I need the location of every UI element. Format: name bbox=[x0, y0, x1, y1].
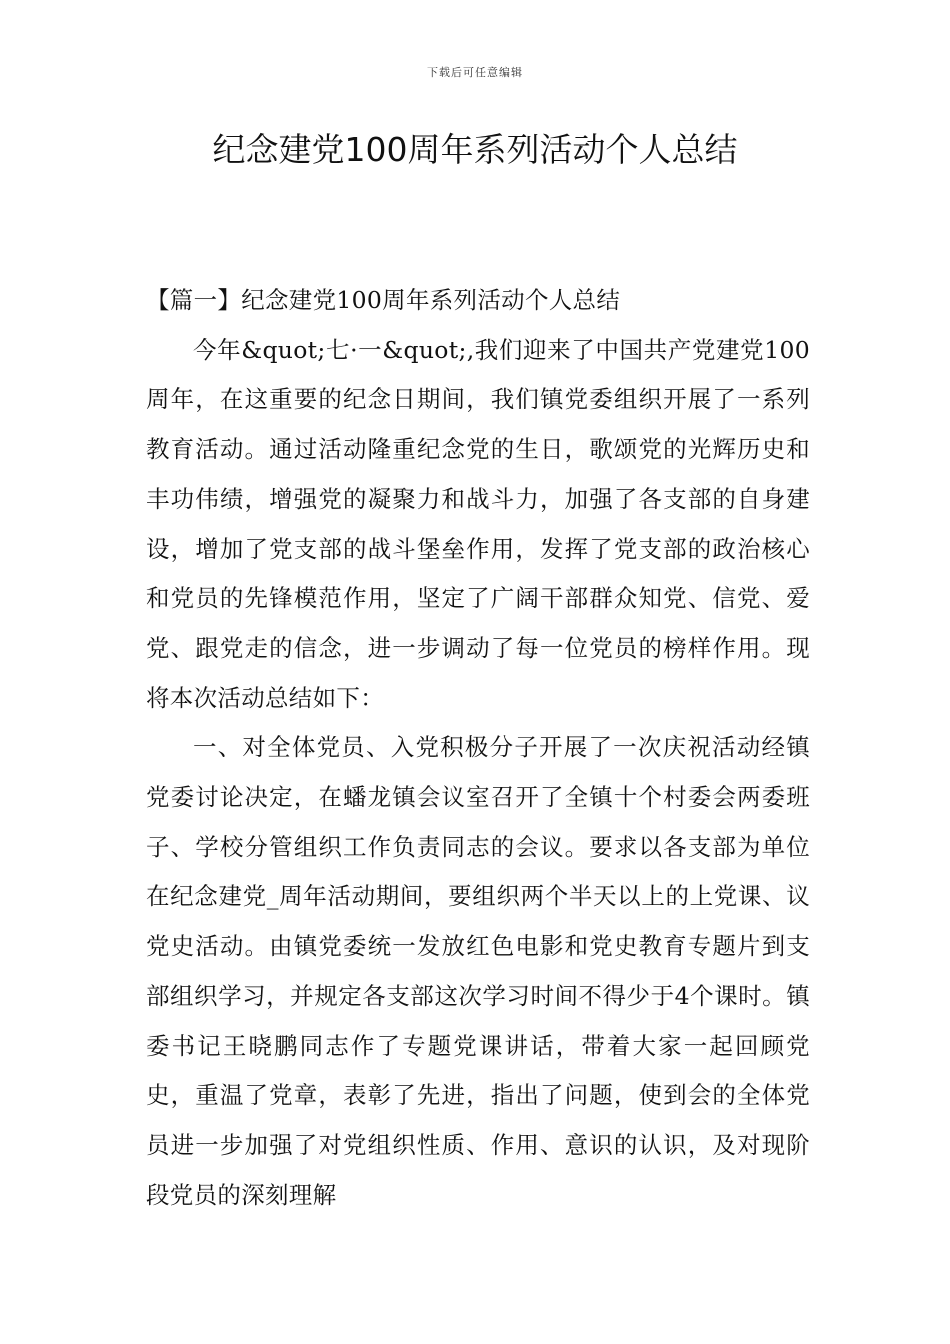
document-body bbox=[146, 276, 810, 1220]
header-note: 下载后可任意编辑 bbox=[427, 66, 523, 79]
document-title: 纪念建党100周年系列活动个人总结 bbox=[212, 130, 738, 169]
paragraph-intro: 今年&quot;七·一&quot;,我们迎来了中国共产党建党100周年，在这重要的纪念日期间，我们镇党委组织开展了一系列教育活动。通过活动隆重纪念党的生日，歌颂党的光辉历史和丰功伟绩，增强党的凝聚力和战斗力，加强了各支部的自身建设，增加了党支部的战斗堡垒作用，发挥了党支部的政治核心和党员的先锋模范作用，坚定了广阔干部群众知党、信党、爱党、跟党走的信念，进一步调动了每一位党员的榜样作用。现将本次活动总结如下： bbox=[146, 335, 810, 712]
section-heading: 【篇一】纪念建党100周年系列活动个人总结 bbox=[146, 286, 621, 314]
paragraph-section-one: 一、对全体党员、入党积极分子开展了一次庆祝活动经镇党委讨论决定，在蟠龙镇会议室召开了全镇十个村委会两委班子、学校分管组织工作负责同志的会议。要求以各支部为单位在纪念建党_周年活动期间，要组织两个半天以上的上党课、议党史活动。由镇党委统一发放红色电影和党史教育专题片到支部组织学习，并规定各支部这次学习时间不得少于4个课时。镇委书记王晓鹏同志作了专题党课讲话，带着大家一起回顾党史，重温了党章，表彰了先进，指出了问题，使到会的全体党员进一步加强了对党组织性质、作用、意识的认识，及对现阶段党员的深刻理解 bbox=[146, 733, 810, 1209]
